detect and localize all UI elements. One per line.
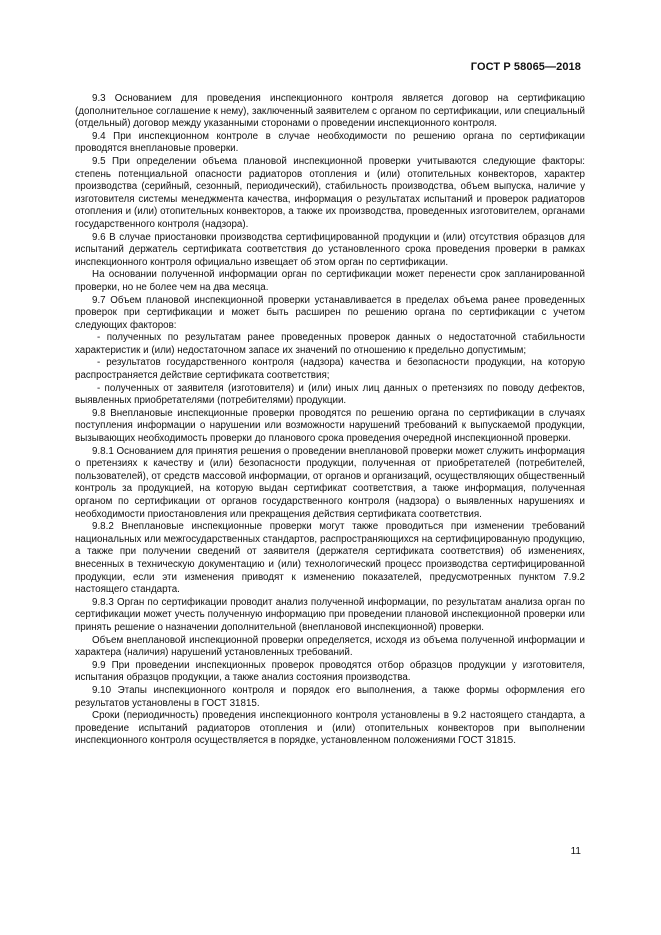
- paragraph-9-8-2: 9.8.2 Внеплановые инспекционные проверки могут также проводиться при изменении требований национальных или межгосударственных стандартов, распространяющихся на сертифицированную продукцию, а также при получении сведений от заявителя (держателя сертификата соответствия) об изменениях, внесенных в техническую документацию и (или) технологический процесс производства сертифицированной продукции, если эти изменения приводят к изменению показателей, предусмотренных пунктом 7.9.2 настоящего стандарта.: [75, 521, 585, 596]
- list-item-factor-1: - полученных по результатам ранее проведенных проверок данных о недостаточной стабильности характеристик и (или) недостаточном запасе их значений по отношению к предельно допустимым;: [75, 332, 585, 356]
- paragraph-9-3: 9.3 Основанием для проведения инспекционного контроля является договор на сертификацию (дополнительное соглашение к нему), заключенный заявителем с органом по сертификации, или специальный (отдельный) договор между указанными сторонами о проведении инспекционного контроля.: [75, 93, 585, 130]
- paragraph-9-10: 9.10 Этапы инспекционного контроля и порядок его выполнения, а также формы оформления его результатов установлены в ГОСТ 31815.: [75, 684, 585, 709]
- paragraph-9-9: 9.9 При проведении инспекционных проверок проводятся отбор образцов продукции у изготовителя, испытания образцов продукции, а также анализ состояния производства.: [75, 659, 585, 684]
- paragraph-9-6-continuation: На основании полученной информации орган по сертификации может перенести срок запланированной проверки, но не более чем на два месяца.: [75, 269, 585, 293]
- paragraph-9-6: 9.6 В случае приостановки производства сертифицированной продукции и (или) отсутствия образцов для испытаний держатель сертификата соответствия до установленного срока проведения проверки в рамках инспекционного контроля официально извещает об этом орган по сертификации.: [75, 231, 585, 268]
- paragraph-9-8-1: 9.8.1 Основанием для принятия решения о проведении внеплановой проверки может служить информация о претензиях к качеству и (или) безопасности продукции, полученная от приобретателей (потребителей, пользователей), от средств массовой информации, от органов и организаций, осуществляющих общественный контроль за продукцией, на которую выдан сертификат соответствия, а также информация, полученная органом по сертификации от органов государственного контроля (надзора) о выявленных нарушениях и необходимости приостановления или прекращения действия сертификата соответствия.: [75, 445, 585, 520]
- paragraph-9-4: 9.4 При инспекционном контроле в случае необходимости по решению органа по сертификации проводятся внеплановые проверки.: [75, 130, 585, 155]
- paragraph-9-10-continuation: Сроки (периодичность) проведения инспекционного контроля установлены в 9.2 настоящего стандарта, а проведение испытаний радиаторов отопления и (или) отопительных конвекторов при выполнении инспекционного контроля осуществляется в порядке, установленном положениями ГОСТ 31815.: [75, 710, 585, 747]
- paragraph-9-5: 9.5 При определении объема плановой инспекционной проверки учитываются следующие факторы: степень потенциальной опасности радиаторов отопления и (или) отопительных конвекторов, характер производства (серийный, сезонный, периодический), стабильность производства, объем выпуска, наличие у изготовителя системы менеджмента качества, информация о результатах испытаний и проверок радиаторов отопления и (или) отопительных конвекторов, а также их производства, проведенных изготовителем, органами государственного контроля (надзора).: [75, 155, 585, 230]
- paragraph-9-8-3-continuation: Объем внеплановой инспекционной проверки определяется, исходя из объема полученной информации и характера (наличия) нарушений установленных требований.: [75, 634, 585, 659]
- paragraph-9-8: 9.8 Внеплановые инспекционные проверки проводятся по решению органа по сертификации в случаях поступления информации о нарушении или возможности нарушений требований к выпускаемой продукции, вызывающих необходимость проверки до планового срока проведения очередной инспекционной проверки.: [75, 407, 585, 445]
- document-body: [75, 93, 585, 748]
- list-item-factor-3: - полученных от заявителя (изготовителя) и (или) иных лиц данных о претензиях по поводу дефектов, выявленных приобретателями (потребителями) продукции.: [75, 382, 585, 407]
- paragraph-9-8-3: 9.8.3 Орган по сертификации проводит анализ полученной информации, по результатам анализа орган по сертификации может учесть полученную информацию при проведении плановой инспекционной проверки или принять решение о назначении дополнительной (внеплановой инспекционной) проверки.: [75, 596, 585, 633]
- document-header-standard: ГОСТ Р 58065—2018: [470, 61, 581, 73]
- list-item-factor-2: - результатов государственного контроля (надзора) качества и безопасности продукции, на которую распространяется действие сертификата соответствия;: [75, 357, 585, 382]
- paragraph-9-7: 9.7 Объем плановой инспекционной проверки устанавливается в пределах объема ранее проведенных проверок при сертификации и может быть расширен по решению органа по сертификации с учетом следующих факторов:: [75, 294, 585, 331]
- page-number: 11: [570, 846, 581, 857]
